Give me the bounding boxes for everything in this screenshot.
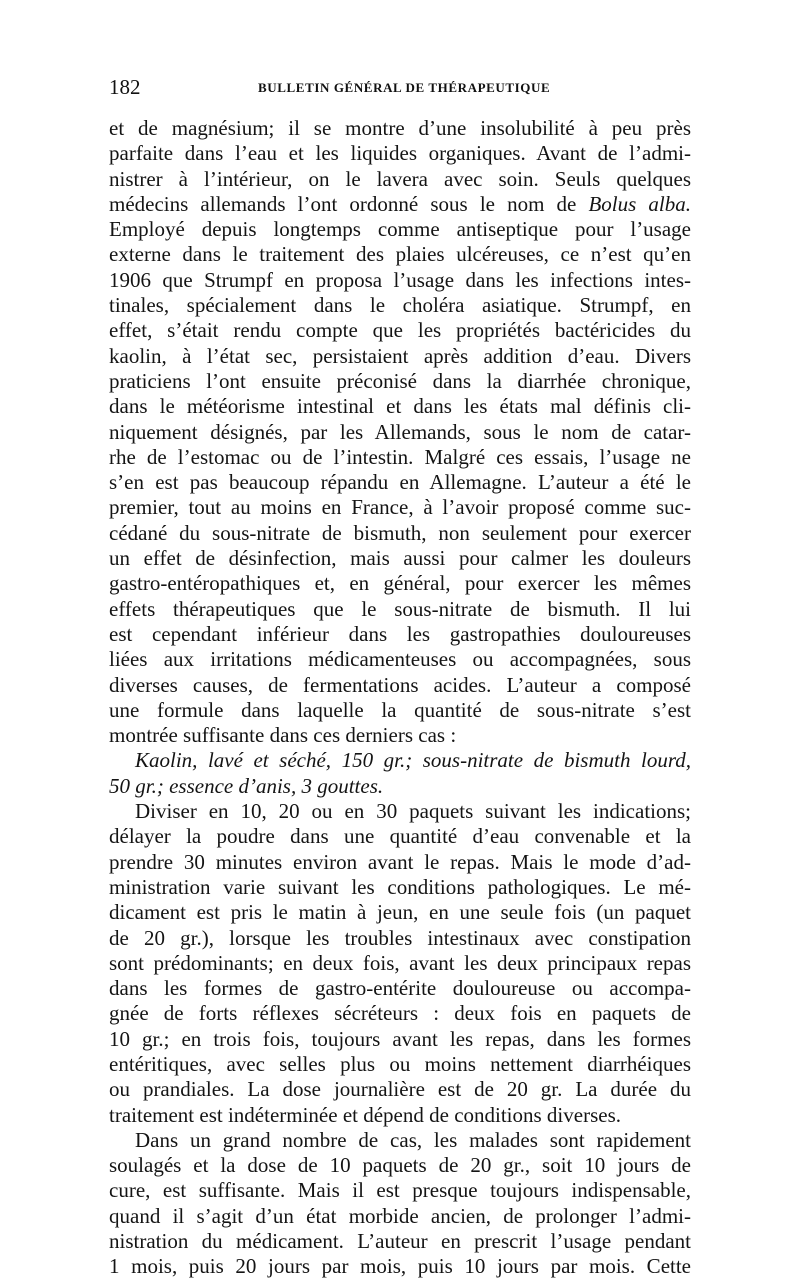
text-line: 1906 que Strumpf en proposa l’usage dans les infections intes- — [109, 267, 691, 292]
text-line: niquement désignés, par les Allemands, sous le nom de catar- — [109, 419, 691, 444]
text-line: montrée suffisante dans ces derniers cas : — [109, 723, 457, 748]
text-line: cédané du sous-nitrate de bismuth, non seulement pour exercer — [109, 520, 691, 545]
formula-line: Kaolin, lavé et séché, 150 gr.; sous-nitrate de bismuth lourd, — [135, 748, 691, 773]
text-line: entéritiques, avec selles plus ou moins nettement diarrhéiques — [109, 1051, 691, 1076]
text-line: liées aux irritations médicamenteuses ou accompagnées, sous — [109, 647, 691, 672]
text-line: Dans un grand nombre de cas, les malades sont rapidement — [135, 1127, 691, 1152]
text-line: Diviser en 10, 20 ou en 30 paquets suivant les indications; — [135, 799, 691, 824]
text-line: nistrer à l’intérieur, on le lavera avec soin. Seuls quelques — [109, 166, 691, 191]
text-line: dicament est pris le matin à jeun, en une seule fois (un paquet — [109, 900, 691, 925]
text-line: est cependant inférieur dans les gastropathies douloureuses — [109, 621, 691, 646]
page-number: 182 — [109, 75, 141, 99]
text-line: effets thérapeutiques que le sous-nitrate de bismuth. Il lui — [109, 596, 691, 621]
text-line: kaolin, à l’état sec, persistaient après addition d’eau. Divers — [109, 343, 691, 368]
text-line: effet, s’était rendu compte que les propriétés bactéricides du — [109, 318, 691, 343]
text-line: 1 mois, puis 20 jours par mois, puis 10 jours par mois. Cette — [109, 1254, 691, 1279]
text-line: 10 gr.; en trois fois, toujours avant les repas, dans les formes — [109, 1026, 691, 1051]
text-line: parfaite dans l’eau et les liquides organiques. Avant de l’admi- — [109, 141, 691, 166]
text-line: Employé depuis longtemps comme antiseptique pour l’usage — [109, 217, 691, 242]
text-line: prendre 30 minutes environ avant le repas. Mais le mode d’ad- — [109, 849, 691, 874]
text-line: dans les formes de gastro-entérite douloureuse ou accompa- — [109, 976, 691, 1001]
text-line: soulagés et la dose de 10 paquets de 20 gr., soit 10 jours de — [109, 1153, 691, 1178]
body-text — [109, 116, 691, 1280]
formula-line: 50 gr.; essence d’anis, 3 gouttes. — [109, 773, 384, 798]
text-line: un effet de désinfection, mais aussi pour calmer les douleurs — [109, 546, 691, 571]
text-line: diverses causes, de fermentations acides. L’auteur a composé — [109, 672, 691, 697]
text-line: traitement est indéterminée et dépend de conditions diverses. — [109, 1102, 621, 1127]
text-line-bolus — [109, 192, 691, 217]
page-header — [109, 72, 691, 102]
text-line: sont prédominants; en deux fois, avant les deux principaux repas — [109, 950, 691, 975]
text-line: praticiens l’ont ensuite préconisé dans la diarrhée chronique, — [109, 368, 691, 393]
text-line: dans le météorisme intestinal et dans les états mal définis cli- — [109, 394, 691, 419]
text-line: cure, est suffisante. Mais il est presque toujours indispensable, — [109, 1178, 691, 1203]
text-line: ministration varie suivant les conditions pathologiques. Le mé- — [109, 874, 691, 899]
text-line: ou prandiales. La dose journalière est de 20 gr. La durée du — [109, 1077, 691, 1102]
text-line: nistration du médicament. L’auteur en prescrit l’usage pendant — [109, 1229, 691, 1254]
bolus-alba-term: Bolus alba. — [588, 191, 691, 216]
text-line: s’en est pas beaucoup répandu en Allemagne. L’auteur a été le — [109, 470, 691, 495]
text-line: rhe de l’estomac ou de l’intestin. Malgré ces essais, l’usage ne — [109, 444, 691, 469]
text-line-start: médecins allemands l’ont ordonné sous le nom de — [109, 191, 589, 216]
text-line: quand il s’agit d’un état morbide ancien, de prolonger l’admi- — [109, 1203, 691, 1228]
text-line: premier, tout au moins en France, à l’avoir proposé comme suc- — [109, 495, 691, 520]
running-title: BULLETIN GÉNÉRAL DE THÉRAPEUTIQUE — [258, 80, 551, 95]
text-line: externe dans le traitement des plaies ulcéreuses, ce n’est qu’en — [109, 242, 691, 267]
text-line: et de magnésium; il se montre d’une insolubilité à peu près — [109, 116, 691, 140]
text-line: gnée de forts réflexes sécréteurs : deux fois en paquets de — [109, 1001, 691, 1026]
text-line: délayer la poudre dans une quantité d’eau convenable et la — [109, 824, 691, 849]
text-line: de 20 gr.), lorsque les troubles intestinaux avec constipation — [109, 925, 691, 950]
text-line: une formule dans laquelle la quantité de sous-nitrate s’est — [109, 697, 691, 722]
text-line: gastro-entéropathiques et, en général, pour exercer les mêmes — [109, 571, 691, 596]
text-line: tinales, spécialement dans le choléra asiatique. Strumpf, en — [109, 293, 691, 318]
